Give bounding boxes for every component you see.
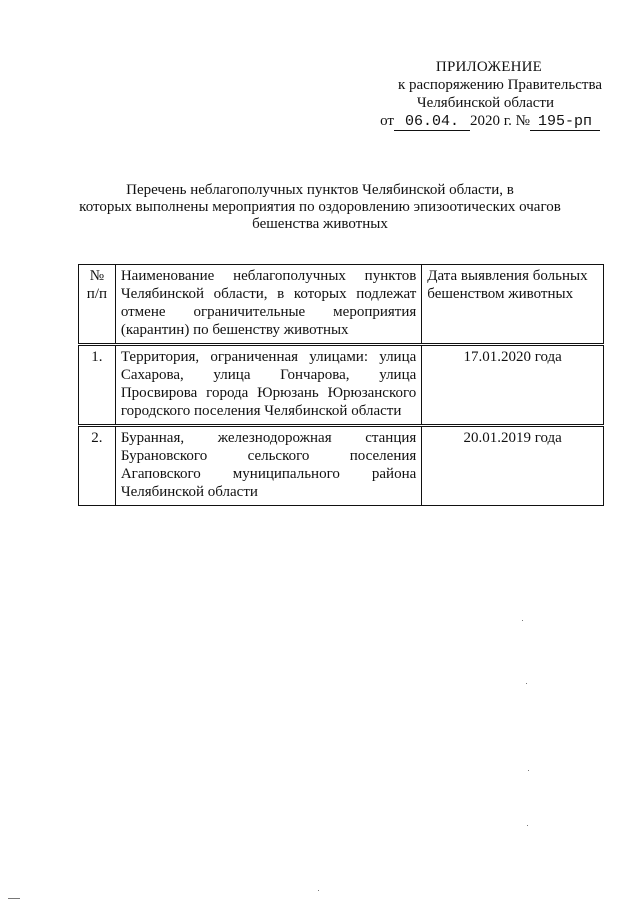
scan-speck xyxy=(8,898,20,899)
order-number-field: 195-рп xyxy=(530,114,600,131)
document-heading xyxy=(70,182,570,233)
header-date: Дата выявления больных бешенством животных xyxy=(422,265,604,345)
order-year-text: 2020 г. № xyxy=(469,113,530,129)
heading-line-2: которых выполнены мероприятия по оздоровлению эпизоотических очагов xyxy=(79,199,561,215)
scan-speck xyxy=(528,770,529,771)
scan-speck xyxy=(318,890,319,891)
row-date: 17.01.2020 года xyxy=(422,345,604,426)
row-num: 2. xyxy=(79,426,116,506)
header-num: № п/п xyxy=(79,265,116,345)
appendix-region: Челябинской области xyxy=(416,95,554,111)
points-table xyxy=(78,264,604,506)
scan-speck xyxy=(526,683,527,684)
scan-speck xyxy=(522,620,523,621)
appendix-header xyxy=(372,58,602,131)
order-date-field: 06.04. xyxy=(394,114,470,131)
table-row xyxy=(79,345,604,426)
appendix-to-order: к распоряжению Правительства xyxy=(397,77,602,93)
scan-speck xyxy=(527,825,528,826)
table-header-row xyxy=(79,265,604,345)
heading-line-1: Перечень неблагополучных пунктов Челябинской области, в xyxy=(126,182,514,198)
row-num: 1. xyxy=(79,345,116,426)
date-prefix: от xyxy=(380,113,394,129)
header-name: Наименование неблагополучных пунктов Челябинской области, в которых подлежат отмене ограничительные мероприятия (карантин) по бешенству животных xyxy=(115,265,421,345)
heading-line-3: бешенства животных xyxy=(252,216,388,232)
row-date: 20.01.2019 года xyxy=(422,426,604,506)
table-row xyxy=(79,426,604,506)
appendix-title: ПРИЛОЖЕНИЕ xyxy=(435,59,542,75)
order-date-number-line xyxy=(372,112,602,131)
row-name: Территория, ограниченная улицами: улица Сахарова, улица Гончарова, улица Просвирова города Юрюзань Юрюзанского городского поселения Челябинской области xyxy=(115,345,421,426)
row-name: Буранная, железнодорожная станция Бурановского сельского поселения Агаповского муниципального района Челябинской области xyxy=(115,426,421,506)
